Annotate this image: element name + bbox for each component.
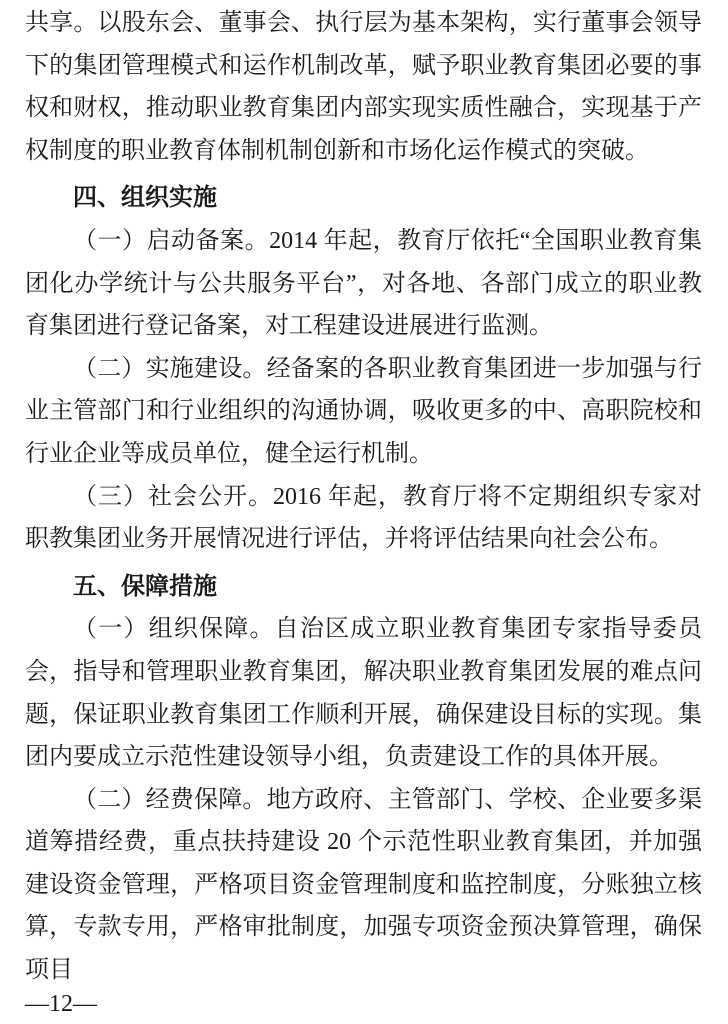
section-heading-organization-implementation: 四、组织实施	[73, 184, 217, 212]
paragraph-continuation: 共享。以股东会、董事会、执行层为基本架构，实行董事会领导下的集团管理模式和运作机制改革，赋予职业教育集团必要的事权和财权，推动职业教育集团内部实现实质性融合，实现基于产权制度的职业教育体制机制创新和市场化运作模式的突破。	[25, 10, 702, 164]
paragraph-organizational-guarantee: （一）组织保障。自治区成立职业教育集团专家指导委员会，指导和管理职业教育集团，解决职业教育集团发展的难点问题，保证职业教育集团工作顺利开展，确保建设目标的实现。集团内要成立示范性建设领导小组，负责建设工作的具体开展。	[25, 616, 702, 771]
paragraph-funding-guarantee: （二）经费保障。地方政府、主管部门、学校、企业要多渠道筹措经费，重点扶持建设 20 个示范性职业教育集团，并加强建设资金管理，严格项目资金管理制度和监控制度，分账独立核算，专款专用，严格审批制度，加强专项资金预决算管理，确保项目	[25, 786, 702, 984]
paragraph-filing-startup: （一）启动备案。2014 年起，教育厅依托“全国职业教育集团化办学统计与公共服务平台”，对各地、各部门成立的职业教育集团进行登记备案，对工程建设进展进行监测。	[25, 227, 702, 340]
paragraph-construction-implementation: （二）实施建设。经备案的各职业教育集团进一步加强与行业主管部门和行业组织的沟通协调，吸收更多的中、高职院校和行业企业等成员单位，健全运行机制。	[25, 355, 702, 467]
paragraph-public-disclosure: （三）社会公开。2016 年起，教育厅将不定期组织专家对职教集团业务开展情况进行评估，并将评估结果向社会公布。	[25, 483, 702, 553]
page-number: —12—	[25, 991, 97, 1017]
section-heading-safeguard-measures: 五、保障措施	[73, 572, 217, 600]
